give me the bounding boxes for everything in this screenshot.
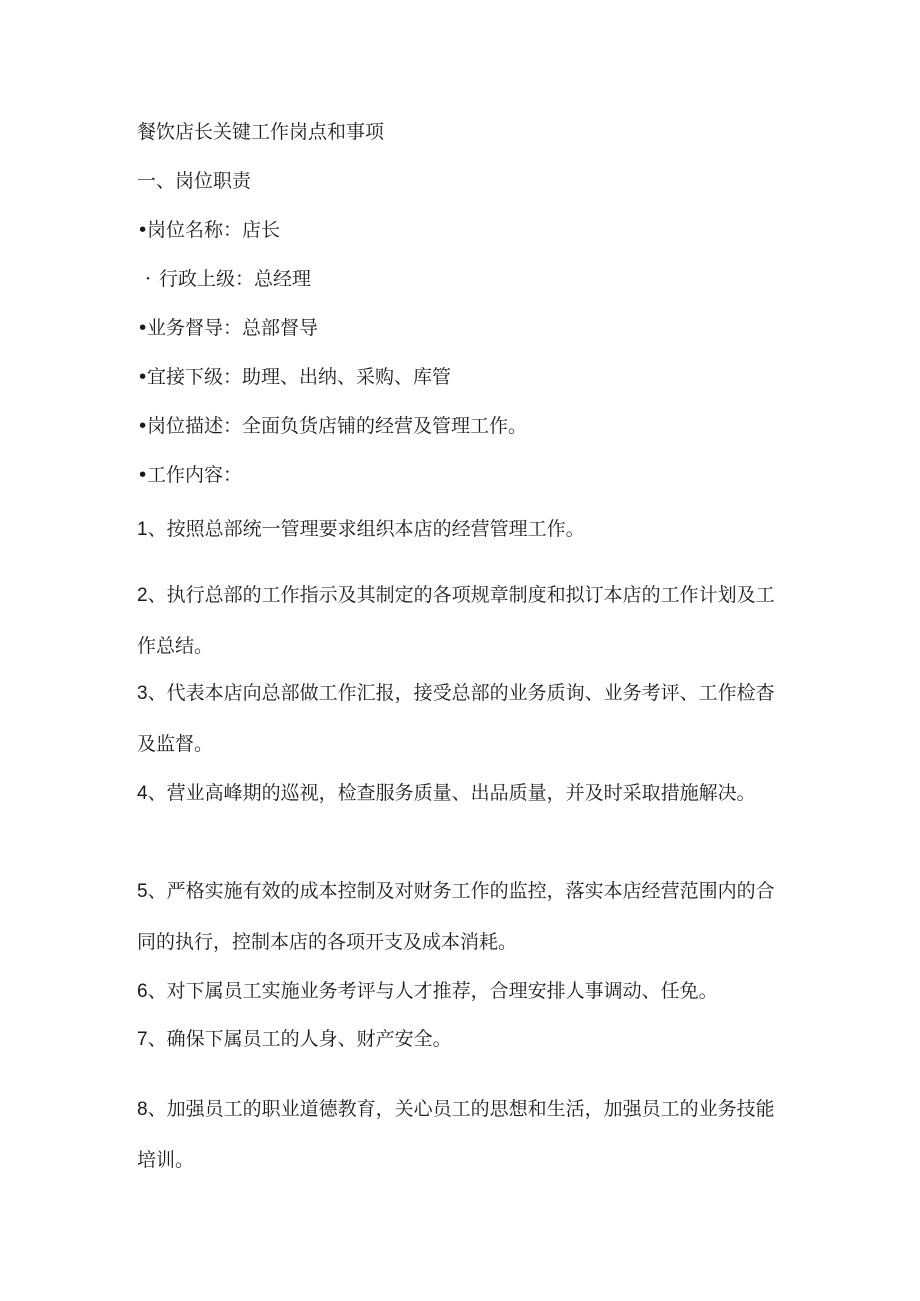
item-text: 确保下属员工的人身、财产安全。 [166, 1028, 452, 1050]
bullet-item [137, 206, 787, 255]
item-separator: 、 [147, 782, 167, 804]
bullet-item [137, 451, 787, 500]
bullet-marker: • [137, 464, 149, 486]
bullet-marker: • [137, 317, 149, 339]
item-number: 6 [137, 981, 148, 1002]
numbered-item [137, 570, 777, 671]
numbered-item [137, 866, 777, 967]
item-number: 4 [137, 783, 148, 804]
item-separator: 、 [147, 880, 167, 902]
bullet-text: 岗位描述：全面负货店铺的经营及管理工作。 [147, 415, 528, 437]
bullet-text: 宜接下级：助理、出纳、采购、库管 [147, 366, 452, 388]
bullet-marker: • [137, 366, 149, 388]
item-number: 7 [137, 1029, 148, 1050]
bullet-item [137, 304, 787, 353]
item-separator: 、 [147, 518, 167, 540]
item-text: 严格实施有效的成本控制及对财务工作的监控，落实本店经营范围内的合同的执行，控制本店的各项开支及成本消耗。 [137, 880, 775, 953]
bullet-marker: • [137, 219, 149, 241]
bullet-marker: • [137, 415, 149, 437]
item-text: 按照总部统一管理要求组织本店的经营管理工作。 [166, 518, 585, 540]
item-number: 8 [137, 1099, 148, 1120]
item-separator: 、 [147, 980, 167, 1002]
item-text: 营业高峰期的巡视，检查服务质量、出品质量，并及时采取措施解决。 [166, 782, 756, 804]
item-text: 对下属员工实施业务考评与人才推荐，合理安排人事调动、任免。 [166, 980, 718, 1002]
bullet-text: 业务督导：总部督导 [147, 317, 319, 339]
item-separator: 、 [147, 1028, 167, 1050]
document-title: 餐饮店长关键工作岗点和事项 [137, 121, 385, 143]
numbered-item [137, 1014, 777, 1065]
bullet-text: 行政上级：总经理 [159, 268, 312, 290]
item-number: 2 [137, 585, 148, 606]
item-separator: 、 [147, 682, 167, 704]
bullet-item [137, 353, 787, 402]
item-number: 3 [137, 683, 148, 704]
bullet-text: 工作内容： [147, 464, 243, 486]
bullet-item [137, 255, 787, 304]
item-text: 执行总部的工作指示及其制定的各项规章制度和拟订本店的工作计划及工作总结。 [137, 584, 775, 657]
bullet-item [137, 402, 787, 451]
item-separator: 、 [147, 584, 167, 606]
numbered-item [137, 1084, 777, 1185]
bullet-marker: · [144, 268, 152, 290]
item-number: 5 [137, 881, 148, 902]
numbered-item [137, 966, 777, 1017]
item-separator: 、 [147, 1098, 167, 1120]
section-heading: 一、岗位职责 [137, 170, 252, 192]
item-number: 1 [137, 519, 148, 540]
numbered-item [137, 504, 777, 555]
item-text: 代表本店向总部做工作汇报，接受总部的业务质询、业务考评、工作检杳及监督。 [137, 682, 775, 755]
numbered-item [137, 768, 777, 819]
numbered-item [137, 668, 777, 769]
item-text: 加强员工的职业道德教育，关心员工的思想和生活，加强员工的业务技能培训。 [137, 1098, 775, 1171]
bullet-text: 岗位名称：店长 [147, 219, 281, 241]
